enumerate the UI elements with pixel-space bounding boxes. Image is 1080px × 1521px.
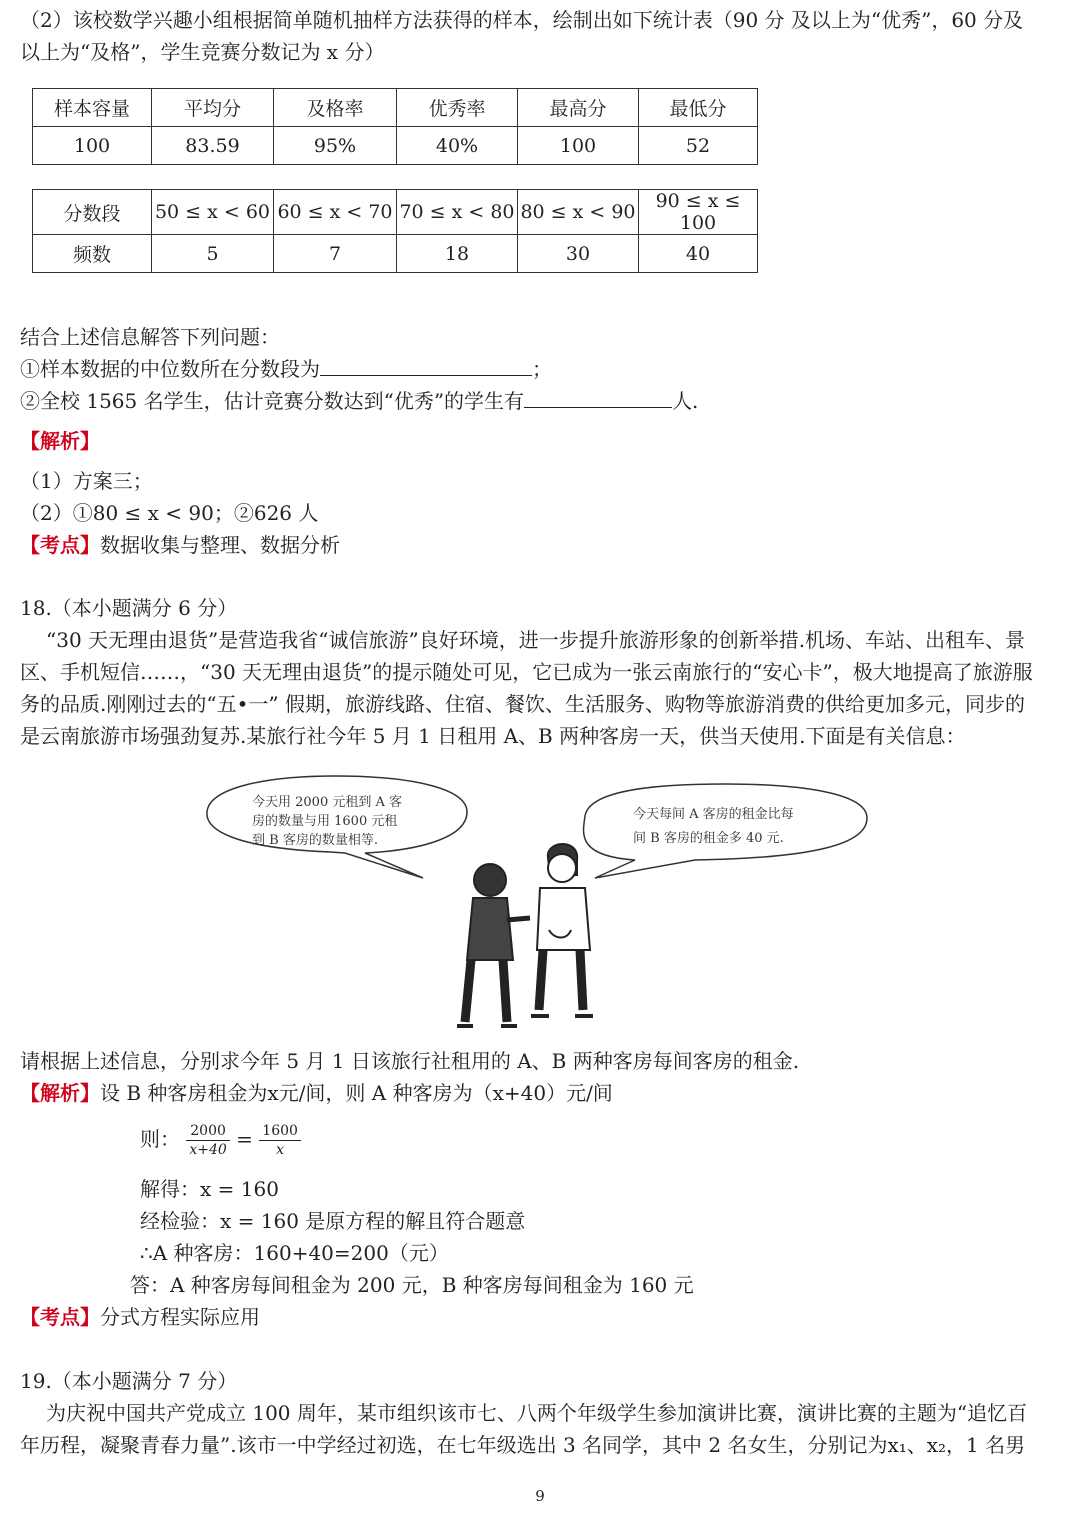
bubble-left-text [252,793,402,850]
table-cell: 5 [152,235,274,273]
table-cell: 分数段 [33,190,152,235]
answer-1: （1）方案三； [20,469,153,493]
question-1-end: ； [532,357,552,381]
bubble-right-line: 间 B 客房的租金多 40 元. [633,831,784,846]
frequency-table [32,189,758,273]
table-cell: 30 [518,235,639,273]
table-cell: 最低分 [639,89,758,127]
fraction-left-numerator: 2000 [186,1122,229,1141]
bubble-right-text [633,803,794,851]
intro-line-1: （2）该校数学兴趣小组根据简单随机抽样方法获得的样本，绘制出如下统计表（90 分 及以上为“优秀”，60 分及 [20,8,1024,32]
table-cell: 52 [639,127,758,165]
equation-prefix: 则： [140,1127,180,1151]
q18-kaodian-line [20,1303,260,1331]
intro-line-2: 以上为“及格”，学生竞赛分数记为 x 分） [20,40,385,64]
table-cell: 60 ≤ x < 70 [274,190,397,235]
check-line: 经检验：x = 160 是原方程的解且符合题意 [140,1209,526,1233]
q18-para-line: 务的品质.刚刚过去的“五•一” 假期，旅游线路、住宿、餐饮、生活服务、购物等旅游消费的供给更加多元，同步的 [20,692,1025,716]
table-cell: 95% [274,127,397,165]
combine-text: 结合上述信息解答下列问题： [20,325,280,349]
table-cell: 平均分 [152,89,274,127]
table-cell: 70 ≤ x < 80 [397,190,518,235]
answer-blank-2 [524,387,672,408]
q18-para-line: 是云南旅游市场强劲复苏.某旅行社今年 5 月 1 日租用 A、B 两种客房一天，供当天使用.下面是有关信息： [20,724,966,748]
q18-para-line: “30 天无理由退货”是营造我省“诚信旅游”良好环境，进一步提升旅游形象的创新举措.机场、车站、出租车、景 [46,628,1026,652]
table-cell: 83.59 [152,127,274,165]
solve-line: 解得：x = 160 [140,1177,279,1201]
q18-para-line: 区、手机短信……，“30 天无理由退货”的提示随处可见，它已成为一张云南旅行的“安心卡”，极大地提高了旅游服 [20,660,1033,684]
person-right-figure [531,844,593,1016]
a-room-line: ∴A 种客房：160+40=200（元） [140,1241,449,1265]
table-cell: 40 [639,235,758,273]
equation-line [140,1122,301,1159]
frequency-count-row [33,235,758,273]
question-2-end: 人. [672,389,699,413]
frequency-range-row [33,190,758,235]
table-cell: 100 [518,127,639,165]
q18-question: 请根据上述信息，分别求今年 5 月 1 日该旅行社租用的 A、B 两种客房每间客房的租金. [20,1049,800,1073]
table-cell: 50 ≤ x < 60 [152,190,274,235]
kaodian-tag: 【考点】 [20,533,100,557]
fraction-right-numerator: 1600 [259,1122,301,1141]
table-cell: 样本容量 [33,89,152,127]
q19-para-line: 年历程，凝聚青春力量”.该市一中学经过初选，在七年级选出 3 名同学，其中 2 名女生，分别记为x₁、x₂，1 名男 [20,1433,1026,1457]
question-2 [20,387,698,415]
analysis-text: 设 B 种客房租金为x元/间，则 A 种客房为（x+40）元/间 [100,1081,613,1105]
q19-header: 19.（本小题满分 7 分） [20,1369,238,1393]
table-cell: 优秀率 [397,89,518,127]
fraction-left-denominator: x+40 [189,1142,227,1158]
question-1-text: ①样本数据的中位数所在分数段为 [20,357,320,381]
table-cell: 100 [33,127,152,165]
question-2-text: ②全校 1565 名学生，估计竞赛分数达到“优秀”的学生有 [20,389,525,413]
bubble-left-line: 今天用 2000 元租到 A 客 [252,795,403,810]
summary-value-row [33,127,758,165]
q18-header: 18.（本小题满分 6 分） [20,596,238,620]
summary-header-row [33,89,758,127]
table-cell: 频数 [33,235,152,273]
kaodian-text: 数据收集与整理、数据分析 [100,533,340,557]
q19-para-line: 为庆祝中国共产党成立 100 周年，某市组织该市七、八两个年级学生参加演讲比赛，演讲比赛的主题为“追忆百 [46,1401,1028,1425]
fraction-right-denominator: x [276,1142,285,1158]
table-cell: 80 ≤ x < 90 [518,190,639,235]
person-left-figure [457,864,530,1026]
summary-table [32,88,758,165]
table-cell: 90 ≤ x ≤ 100 [639,190,758,235]
q18-analysis-line [20,1079,613,1107]
analysis-tag: 【解析】 [20,1081,100,1105]
fraction-left [186,1122,229,1159]
kaodian-tag: 【考点】 [20,1305,100,1329]
table-cell: 最高分 [518,89,639,127]
table-cell: 7 [274,235,397,273]
answer-blank-1 [320,355,532,376]
bubble-left-line: 到 B 客房的数量相等. [252,833,378,848]
table-cell: 18 [397,235,518,273]
analysis-tag: 【解析】 [20,429,100,453]
bubble-right-line: 今天每间 A 客房的租金比每 [633,807,794,822]
kaodian-line [20,531,340,559]
kaodian-text: 分式方程实际应用 [100,1305,260,1329]
table-cell: 及格率 [274,89,397,127]
page-number: 9 [535,1487,545,1505]
answer-2: （2）①80 ≤ x < 90；②626 人 [20,501,319,525]
fraction-right [259,1122,301,1159]
question-1 [20,355,552,383]
table-cell: 40% [397,127,518,165]
equal-sign: = [236,1127,253,1151]
answer-line: 答：A 种客房每间租金为 200 元，B 种客房每间租金为 160 元 [130,1273,694,1297]
bubble-left-line: 房的数量与用 1600 元租 [252,814,398,829]
